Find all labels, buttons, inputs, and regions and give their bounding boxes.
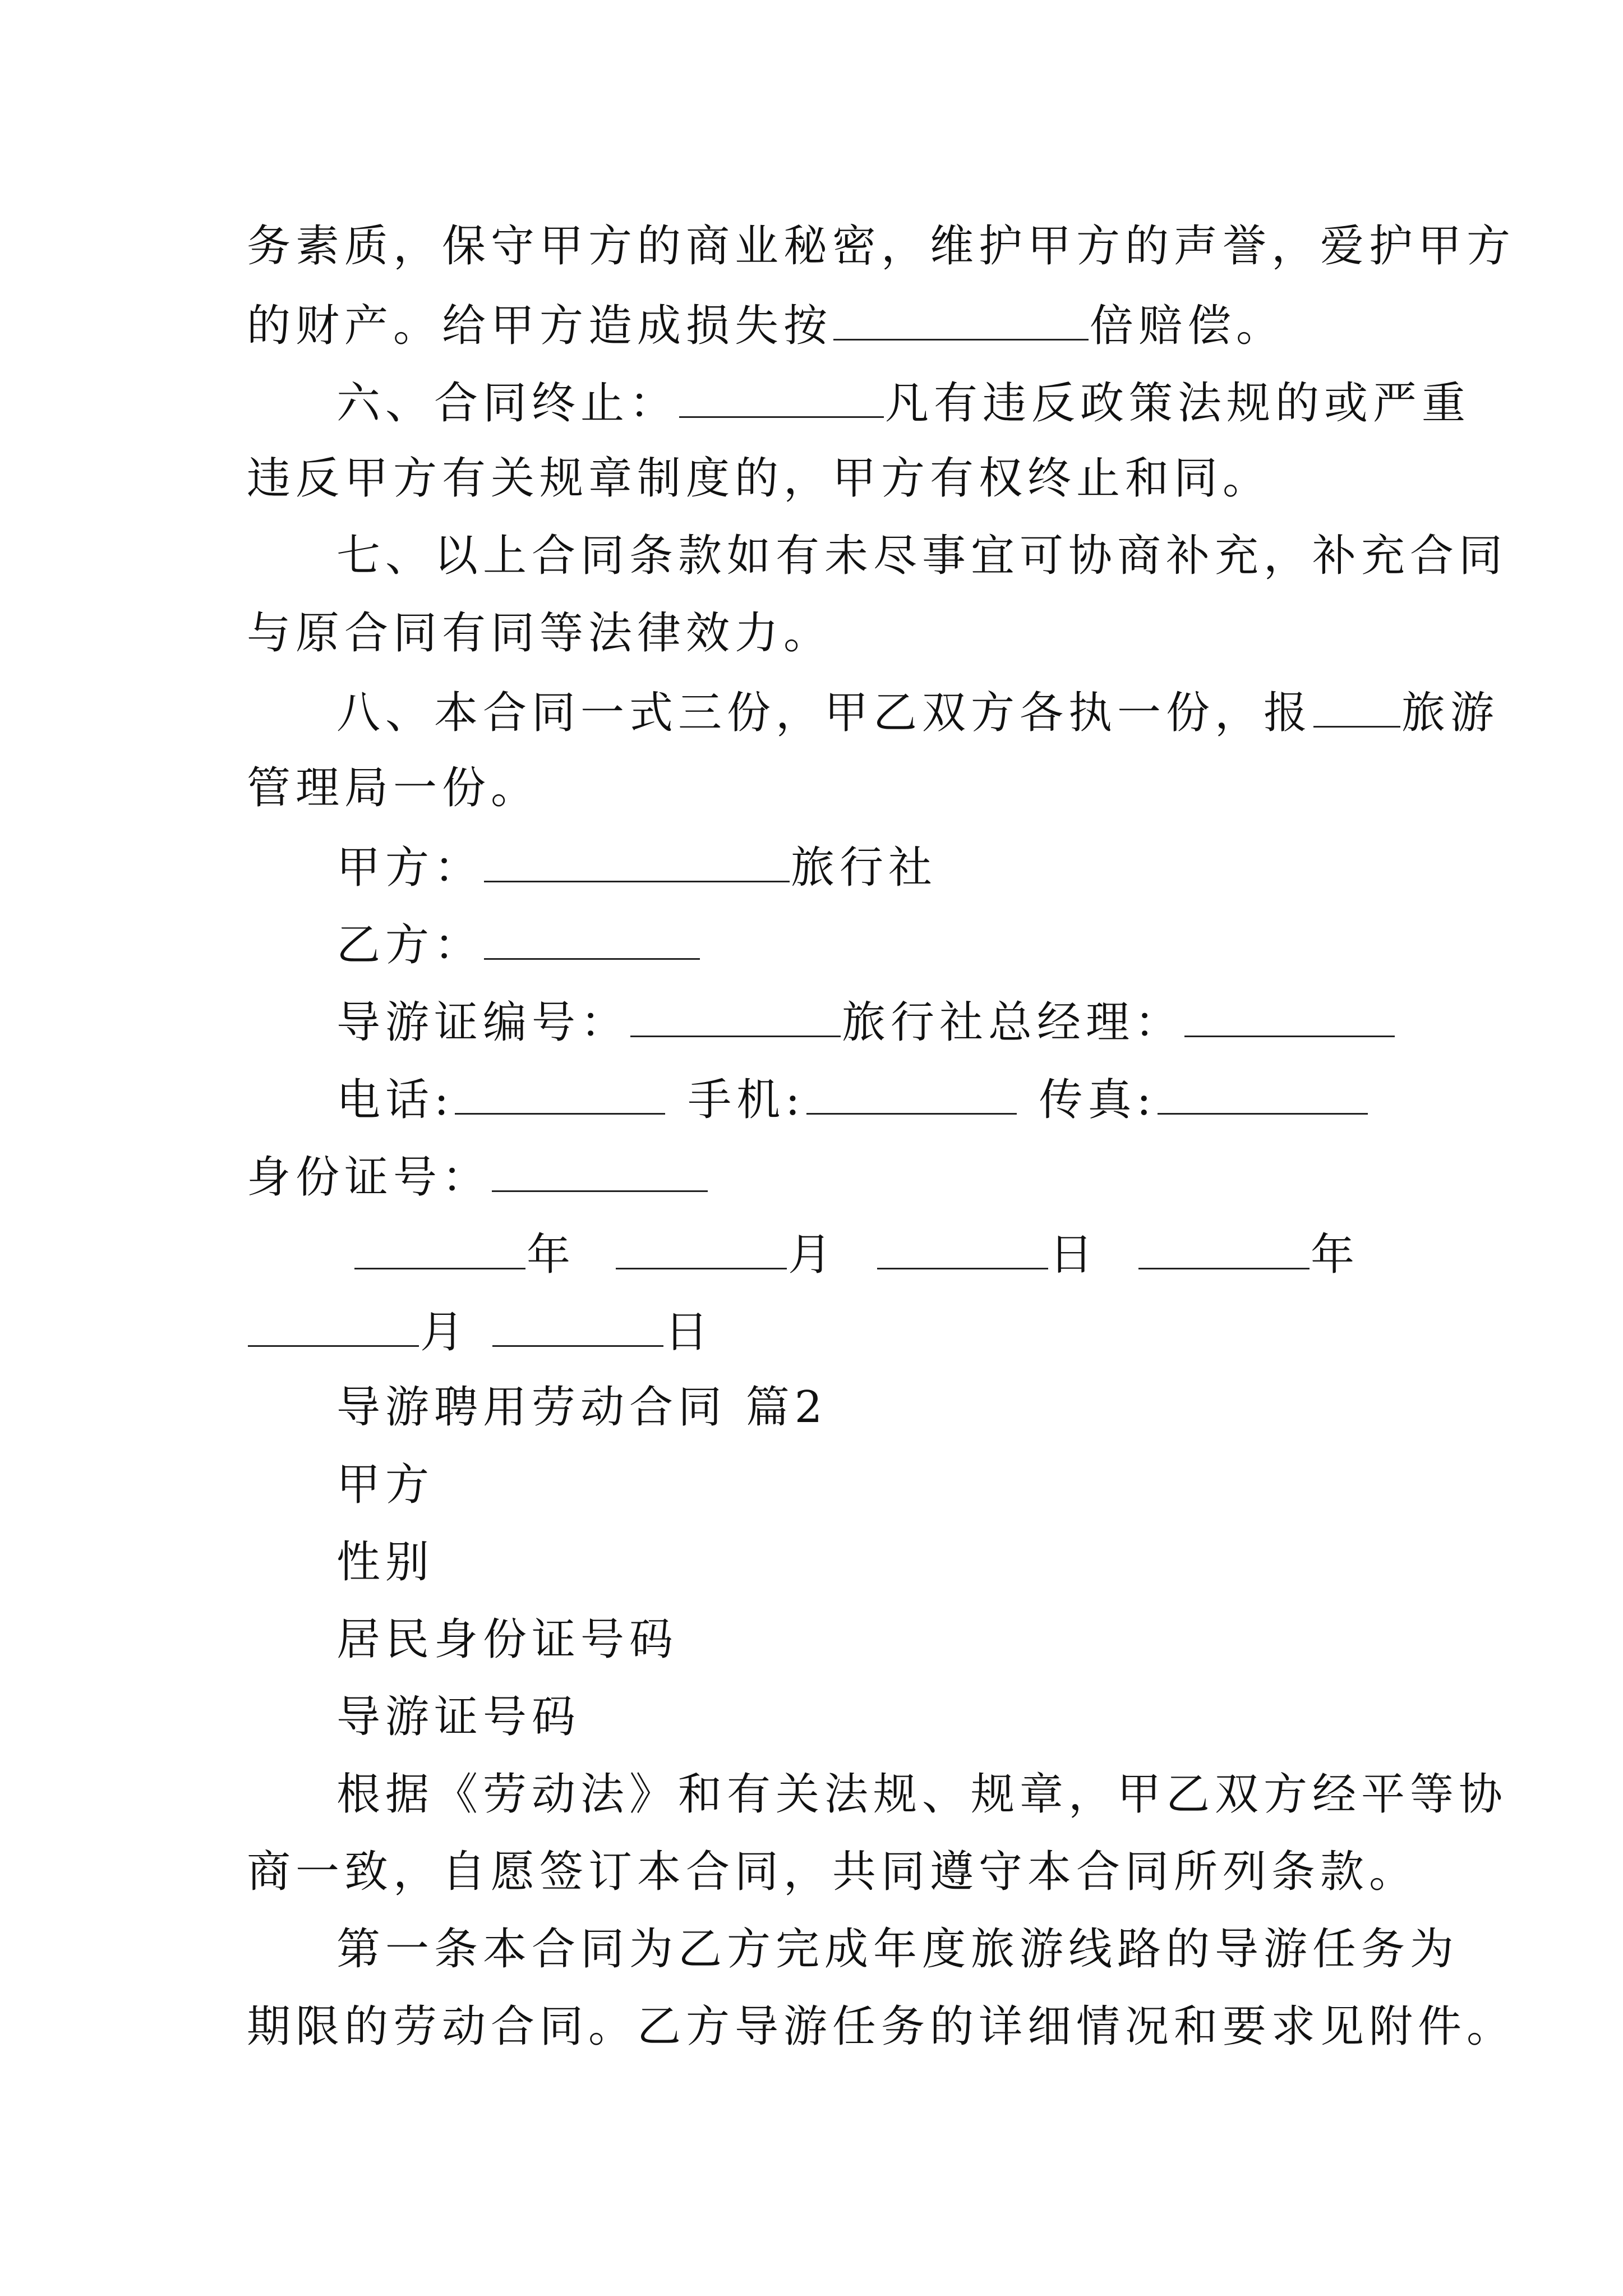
text: 与原合同有同等法律效力。 — [247, 608, 833, 659]
text-line — [247, 1307, 714, 1358]
text-line — [353, 1230, 1360, 1280]
text-line — [336, 1537, 435, 1588]
text: 的财产。给甲方造成损失按 — [247, 301, 833, 351]
text: 年 — [1311, 1230, 1360, 1280]
text-line — [336, 1614, 679, 1665]
text: 务素质，保守甲方的商业秘密，维护甲方的声誉，爱护甲方 — [247, 221, 1516, 272]
fill-blank — [679, 379, 884, 418]
fill-blank — [806, 1076, 1017, 1115]
text-line — [336, 1924, 1459, 1975]
text: 乙方： — [336, 920, 483, 970]
text: 七、以上合同条款如有未尽事宜可协商补充，补充合同 — [336, 531, 1508, 581]
text: 月 — [788, 1230, 837, 1280]
text-line — [247, 2001, 1516, 2052]
fill-blank — [354, 1231, 525, 1269]
text: 第一条本合同为乙方完成年度旅游线路的导游任务为 — [336, 1924, 1459, 1975]
text: 性别 — [336, 1537, 435, 1588]
fill-blank — [630, 999, 841, 1037]
fill-blank — [1158, 1076, 1368, 1115]
text-line — [247, 608, 833, 659]
text: 旅行社 — [791, 843, 938, 893]
text: 甲方 — [336, 1460, 435, 1510]
text-line — [336, 688, 1500, 738]
fill-blank — [833, 302, 1089, 341]
section-heading — [336, 1382, 828, 1433]
text-line — [336, 920, 701, 970]
fill-blank — [877, 1231, 1048, 1269]
fill-blank — [1184, 999, 1395, 1037]
text: 根据《劳动法》和有关法规、规章，甲乙双方经平等协 — [336, 1769, 1508, 1820]
text: 日 — [665, 1307, 714, 1358]
text-line — [336, 1460, 435, 1510]
fill-blank — [484, 844, 790, 882]
text-line — [336, 531, 1508, 581]
text: 导游聘用劳动合同 篇2 — [336, 1382, 828, 1433]
text: 凡有违反政策法规的或严重 — [885, 378, 1471, 429]
text-line — [336, 1692, 581, 1742]
text: 八、本合同一式三份，甲乙双方各执一份，报 — [336, 688, 1313, 738]
text: 旅游 — [1401, 688, 1500, 738]
text: 身份证号： — [247, 1152, 491, 1203]
text: 甲方： — [336, 843, 483, 893]
text: 旅行社总经理： — [842, 997, 1184, 1048]
fill-blank — [1138, 1231, 1310, 1269]
text: 月 — [420, 1307, 469, 1358]
text-line — [247, 763, 540, 813]
text: 传真: — [1039, 1075, 1156, 1125]
text: 倍赔偿。 — [1090, 301, 1285, 351]
text: 违反甲方有关规章制度的，甲方有权终止和同。 — [247, 453, 1272, 504]
text: 年 — [527, 1230, 576, 1280]
text-line — [336, 843, 938, 893]
text: 管理局一份。 — [247, 763, 540, 813]
text: 六、合同终止： — [336, 378, 679, 429]
fill-blank — [455, 1076, 665, 1115]
text-line — [336, 378, 1471, 429]
fill-blank — [248, 1308, 419, 1347]
fill-blank — [1313, 689, 1400, 728]
fill-blank — [616, 1231, 787, 1269]
text-line — [247, 453, 1272, 504]
text: 日 — [1049, 1230, 1099, 1280]
text-line — [247, 1847, 1418, 1897]
text: 电话: — [336, 1075, 454, 1125]
text: 商一致，自愿签订本合同，共同遵守本合同所列条款。 — [247, 1847, 1418, 1897]
fill-blank — [492, 1153, 708, 1192]
text-line — [336, 1075, 1369, 1125]
text: 手机: — [688, 1075, 805, 1125]
text-line — [336, 1769, 1508, 1820]
fill-blank — [484, 921, 700, 960]
text: 导游证号码 — [336, 1692, 581, 1742]
text: 居民身份证号码 — [336, 1614, 679, 1665]
text: 导游证编号： — [336, 997, 630, 1048]
fill-blank — [492, 1308, 663, 1347]
text-line — [336, 997, 1396, 1048]
text: 期限的劳动合同。乙方导游任务的详细情况和要求见附件。 — [247, 2001, 1516, 2052]
text-line — [247, 1152, 709, 1203]
text-line — [247, 221, 1516, 272]
text-line — [247, 301, 1285, 351]
